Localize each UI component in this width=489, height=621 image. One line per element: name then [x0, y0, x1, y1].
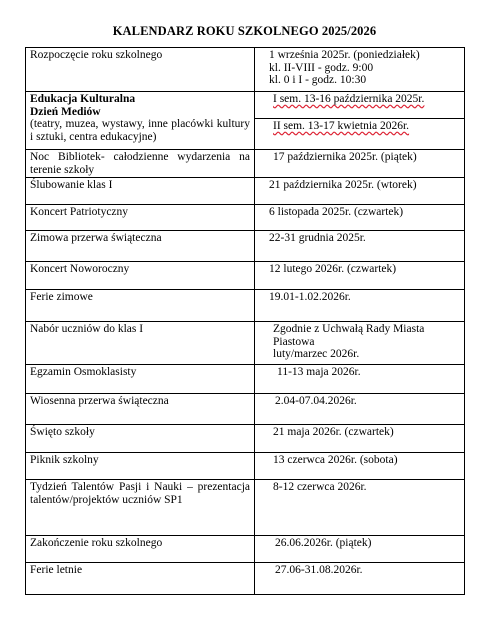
event-cell: Piknik szkolny	[26, 453, 255, 480]
event-cell: Zimowa przerwa świąteczna	[26, 231, 255, 262]
table-row	[26, 262, 465, 290]
table-row	[26, 563, 465, 595]
date-line: kl. II-VIII - godz. 9:00	[269, 61, 374, 74]
date-cell: 13 czerwca 2026r. (sobota)	[255, 453, 465, 480]
event-cell: Rozpoczęcie roku szkolnego	[26, 48, 255, 92]
date-line: 1 września 2025r. (poniedziałek)	[269, 49, 420, 61]
date-cell: 27.06-31.08.2026r.	[255, 563, 465, 595]
table-row	[26, 150, 465, 178]
date-cell	[255, 119, 465, 150]
date-line: kl. 0 i I - godz. 10:30	[269, 74, 367, 86]
event-line-bold: Dzień Mediów	[30, 105, 101, 118]
event-cell: Koncert Noworoczny	[26, 262, 255, 290]
table-row	[26, 536, 465, 563]
event-cell: Koncert Patriotyczny	[26, 205, 255, 231]
table-row	[26, 48, 465, 92]
event-cell: Ferie letnie	[26, 563, 255, 595]
calendar-table	[25, 47, 465, 595]
event-cell: Tydzień Talentów Pasji i Nauki – prezentacja talentów/projektów uczniów SP1	[26, 480, 255, 536]
date-cell: 21 października 2025r. (wtorek)	[255, 178, 465, 205]
table-row	[26, 205, 465, 231]
date-line: I sem. 13-16 października 2025r.	[273, 93, 425, 105]
date-cell: 11-13 maja 2026r.	[255, 365, 465, 394]
table-row	[26, 394, 465, 425]
date-cell: 19.01-1.02.2026r.	[255, 290, 465, 322]
table-row	[26, 365, 465, 394]
table-row	[26, 92, 465, 119]
table-row	[26, 480, 465, 536]
event-cell: Święto szkoły	[26, 425, 255, 453]
date-cell: 21 maja 2026r. (czwartek)	[255, 425, 465, 453]
event-cell: Noc Bibliotek- całodzienne wydarzenia na terenie szkoły	[26, 150, 255, 178]
date-cell: 17 października 2025r. (piątek)	[255, 150, 465, 178]
date-cell	[255, 92, 465, 119]
date-cell: 6 listopada 2025r. (czwartek)	[255, 205, 465, 231]
event-cell: Zakończenie roku szkolnego	[26, 536, 255, 563]
event-cell: Egzamin Osmoklasisty	[26, 365, 255, 394]
date-cell	[255, 322, 465, 365]
date-cell	[255, 48, 465, 92]
date-line: luty/marzec 2026r.	[273, 348, 360, 360]
date-line: Zgodnie z Uchwałą Rady Miasta Piastowa	[273, 323, 425, 348]
table-row	[26, 425, 465, 453]
page-title: KALENDARZ ROKU SZKOLNEGO 2025/2026	[112, 24, 377, 38]
event-line: (teatry, muzea, wystawy, inne placówki kultury i sztuki, centra edukacyjne)	[30, 118, 250, 143]
date-cell: 26.06.2026r. (piątek)	[255, 536, 465, 563]
date-cell: 12 lutego 2026r. (czwartek)	[255, 262, 465, 290]
event-cell: Nabór uczniów do klas I	[26, 322, 255, 365]
event-cell: Wiosenna przerwa świąteczna	[26, 394, 255, 425]
table-row	[26, 453, 465, 480]
table-row	[26, 231, 465, 262]
date-cell: 2.04-07.04.2026r.	[255, 394, 465, 425]
event-cell	[26, 92, 255, 150]
date-cell: 8-12 czerwca 2026r.	[255, 480, 465, 536]
table-row	[26, 178, 465, 205]
table-row	[26, 322, 465, 365]
date-line: II sem. 13-17 kwietnia 2026r.	[273, 120, 410, 132]
event-cell: Ślubowanie klas I	[26, 178, 255, 205]
event-line-bold: Edukacja Kulturalna	[30, 93, 136, 105]
event-cell: Ferie zimowe	[26, 290, 255, 322]
table-row	[26, 290, 465, 322]
date-cell: 22-31 grudnia 2025r.	[255, 231, 465, 262]
